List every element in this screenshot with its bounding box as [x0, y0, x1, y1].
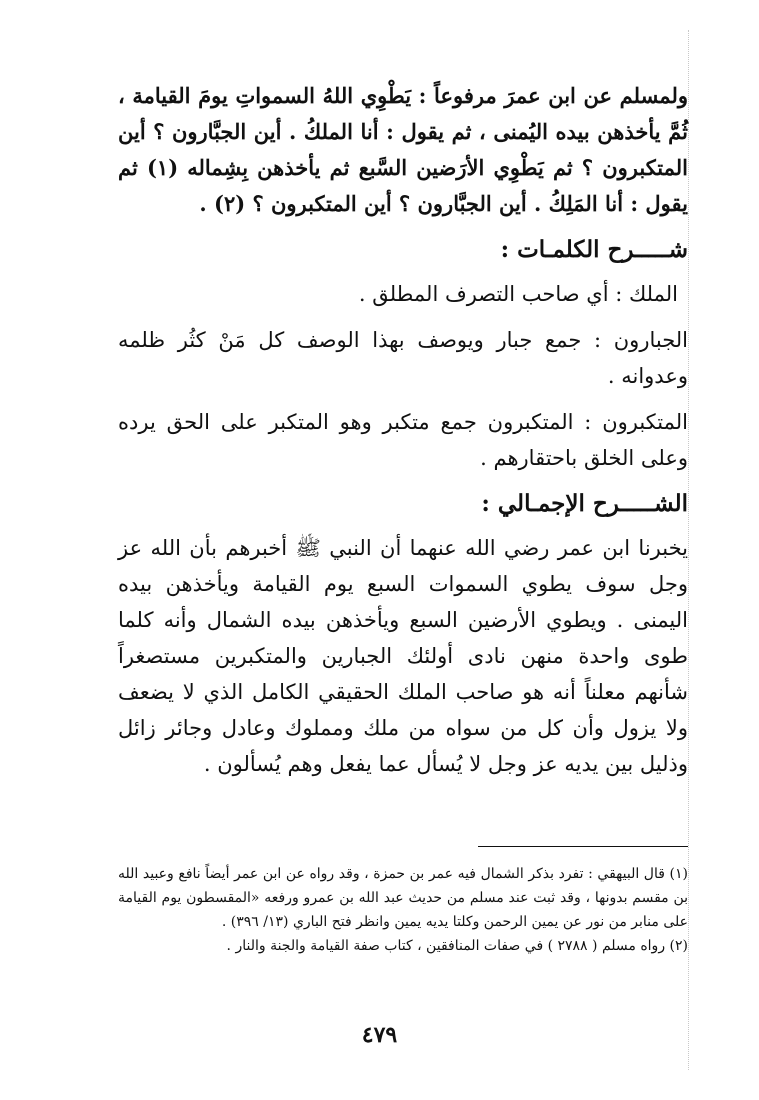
summary-text: يخبرنا ابن عمر رضي الله عنهما أن النبي ﷺ أخبرهم بأن الله عز وجل سوف يطوي السموات السبع يوم القيامة ويأخذهن بيده اليمنى . ويطوي الأرضين السبع ويأخذهن بيده الشمال وأنه كلما طوى واحدة منهن نادى أولئك الجبارين والمتكبرين مستصغراً شأنهم معلناً أنه هو صاحب الملك الحقيقي الكامل الذي لا يضعف ولا يزول وأن كل من سواه من ملك ومملوك وعادل وجائر زائل وذليل بين يديه عز وجل لا يُسأل عما يفعل وهم يُسألون . — [118, 536, 688, 776]
main-text — [118, 78, 688, 790]
footnote-divider — [478, 846, 688, 847]
footnote-1: (١) قال البيهقي : تفرد بذكر الشمال فيه عمر بن حمزة ، وقد رواه عن ابن عمر أيضاً نافع وعبيد الله بن مقسم بدونها ، وقد ثبت عند مسلم من حديث عبد الله بن عمرو ورفعه «المقسطون يوم القيامة على منابر من نور عن يمين الرحمن وكلتا يديه يمين وانظر فتح الباري (١٣/ ٣٩٦) . — [118, 866, 688, 930]
footnote-2: (٢) رواه مسلم ( ٢٧٨٨ ) في صفات المنافقين ، كتاب صفة القيامة والجنة والنار . — [226, 938, 688, 954]
words-heading: شـــــرح الكلمـات : — [500, 236, 688, 263]
page-number: ٤٧٩ — [361, 1022, 398, 1048]
definition-tyrants: الجبارون : جمع جبار ويوصف بهذا الوصف كل مَنْ كثُر ظلمه وعدوانه . — [118, 328, 688, 388]
footnotes — [118, 862, 688, 958]
definition-arrogant: المتكبرون : المتكبرون جمع متكبر وهو المتكبر على الحق يرده وعلى الخلق باحتقارهم . — [118, 410, 688, 470]
summary-heading: الشـــــرح الإجمـالي : — [481, 490, 688, 517]
definition-king: الملك : أي صاحب التصرف المطلق . — [358, 282, 678, 306]
page-edge-line — [688, 30, 689, 1070]
hadith-text: ولمسلم عن ابن عمرَ مرفوعاً : يَطْوِي اللهُ السمواتِ يومَ القيامة ، ثُمَّ يأخذهن بيده اليُمنى ، ثم يقول : أنا الملكُ . أين الجبَّارون ؟ أين المتكبرون ؟ ثم يَطْوِي الأرَضين السَّبع ثم يأخذهن بِشِماله (١) ثم يقول : أنا المَلِكُ . أين الجبَّارون ؟ أين المتكبرون ؟ (٢) . — [118, 83, 688, 216]
